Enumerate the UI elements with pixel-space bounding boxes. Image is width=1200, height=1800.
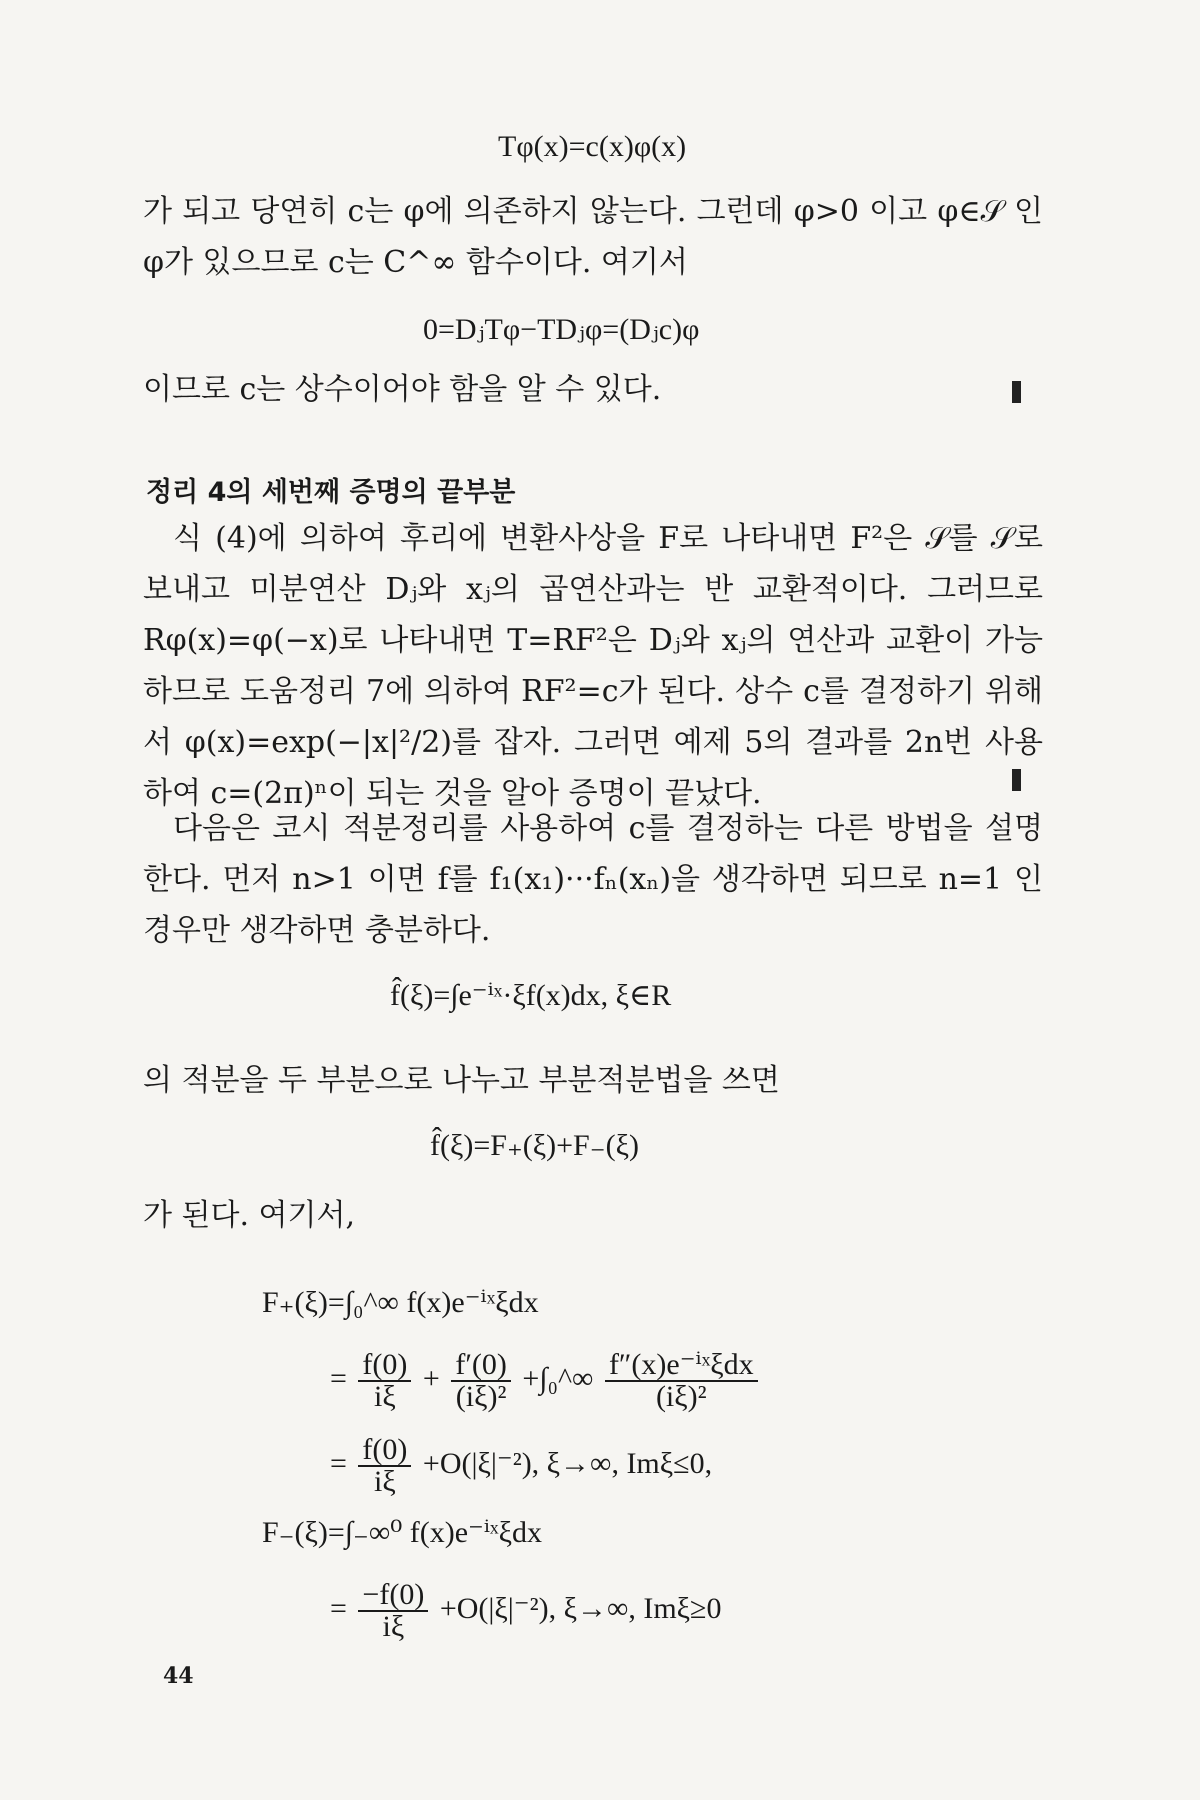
equation-4: f̂(ξ)=F₊(ξ)+F₋(ξ)	[430, 1129, 639, 1162]
paragraph-6-container	[143, 1190, 1043, 1241]
eq8-lhs: F₋(ξ)=	[262, 1516, 345, 1549]
page-number: 44	[163, 1663, 194, 1689]
paragraph-5-container	[143, 1055, 1043, 1106]
equation-1: Tφ(x)=c(x)φ(x)	[498, 130, 687, 163]
qed-mark-2	[1012, 769, 1021, 791]
paragraph-3-container	[143, 513, 1043, 819]
equation-6: = $\frac{f(0)}{i\xi}$ + $\frac{f'(0)}{\text{(iξ)²}}$ +∫₀^∞ $\frac{\text{f″(x)e⁻ⁱˣξdx}}{\text{(iξ)²}}$	[330, 1350, 762, 1412]
paragraph-5: 의 적분을 두 부분으로 나누고 부분적분법을 쓰면	[143, 1063, 780, 1098]
paragraph-1-container	[143, 186, 1043, 288]
paragraph-6: 가 된다. 여기서,	[143, 1198, 356, 1233]
eq9-frac: $\frac{-f(0)}{i\xi}$	[358, 1580, 428, 1642]
eq5-integral: ∫₀^∞ f(x)e⁻ⁱˣξdx	[344, 1286, 539, 1319]
eq8-integral: ∫₋∞⁰ f(x)e⁻ⁱˣξdx	[344, 1516, 542, 1549]
equation-7: = $\frac{f(0)}{i\xi}$ +O(|ξ|⁻²), ξ→∞, Imξ≤0,	[330, 1433, 713, 1498]
equation-8	[262, 1515, 542, 1550]
eq7-frac: $\frac{f(0)}{i\xi}$	[358, 1435, 411, 1497]
equation-3: f̂(ξ)=∫e⁻ⁱˣ·ξf(x)dx, ξ∈R	[390, 979, 672, 1012]
qed-mark-1	[1012, 381, 1021, 403]
paragraph-3: 식 (4)에 의하여 후리에 변환사상을 F로 나타내면 F²은 𝒮를 𝒮로 보내고 미분연산 Dⱼ와 xⱼ의 곱연산과는 반 교환적이다. 그러므로 Rφ(x)=φ(−x)로 나타내면 T=RF²은 Dⱼ와 xⱼ의 연산과 교환이 가능하므로 도움정리 7에 의하여 RF²=c가 된다. 상수 c를 결정하기 위해서 φ(x)=exp(−|x|²/2)를 잡자. 그러면 예제 5의 결과를 2n번 사용하여 c=(2π)ⁿ이 되는 것을 알아 증명이 끝났다.	[143, 521, 1043, 811]
paragraph-2: 이므로 c는 상수이어야 함을 알 수 있다.	[143, 372, 662, 407]
eq5-lhs: F₊(ξ)=	[262, 1286, 345, 1319]
equation-2: 0=DⱼTφ−TDⱼφ=(Dⱼc)φ	[423, 313, 700, 346]
paragraph-4: 다음은 코시 적분정리를 사용하여 c를 결정하는 다른 방법을 설명한다. 먼저 n>1 이면 f를 f₁(x₁)···fₙ(xₙ)을 생각하면 되므로 n=1 인 경우만 생각하면 충분하다.	[143, 811, 1043, 948]
eq6-frac-1: $\frac{f(0)}{i\xi}$	[358, 1350, 411, 1412]
paragraph-2-container	[143, 364, 1043, 415]
eq7-rest: +O(|ξ|⁻²), ξ→∞, Imξ≤0,	[422, 1446, 713, 1480]
eq6-integral: ∫₀^∞	[539, 1361, 594, 1395]
paragraph-1: 가 되고 당연히 c는 φ에 의존하지 않는다. 그런데 φ>0 이고 φ∈𝒮 인 φ가 있으므로 c는 C^∞ 함수이다. 여기서	[143, 194, 1043, 280]
eq6-frac-2: $\frac{f'(0)}{\text{(iξ)²}}$	[451, 1350, 511, 1412]
section-title: 정리 4의 세번째 증명의 끝부분	[146, 477, 516, 508]
eq6-frac-3: $\frac{\text{f″(x)e⁻ⁱˣξdx}}{\text{(iξ)²}}$	[605, 1350, 758, 1412]
eq9-rest: +O(|ξ|⁻²), ξ→∞, Imξ≥0	[439, 1591, 722, 1625]
paragraph-4-container	[143, 803, 1043, 956]
equation-5	[262, 1285, 539, 1320]
equation-9: = $\frac{-f(0)}{i\xi}$ +O(|ξ|⁻²), ξ→∞, Imξ≥0	[330, 1578, 722, 1643]
